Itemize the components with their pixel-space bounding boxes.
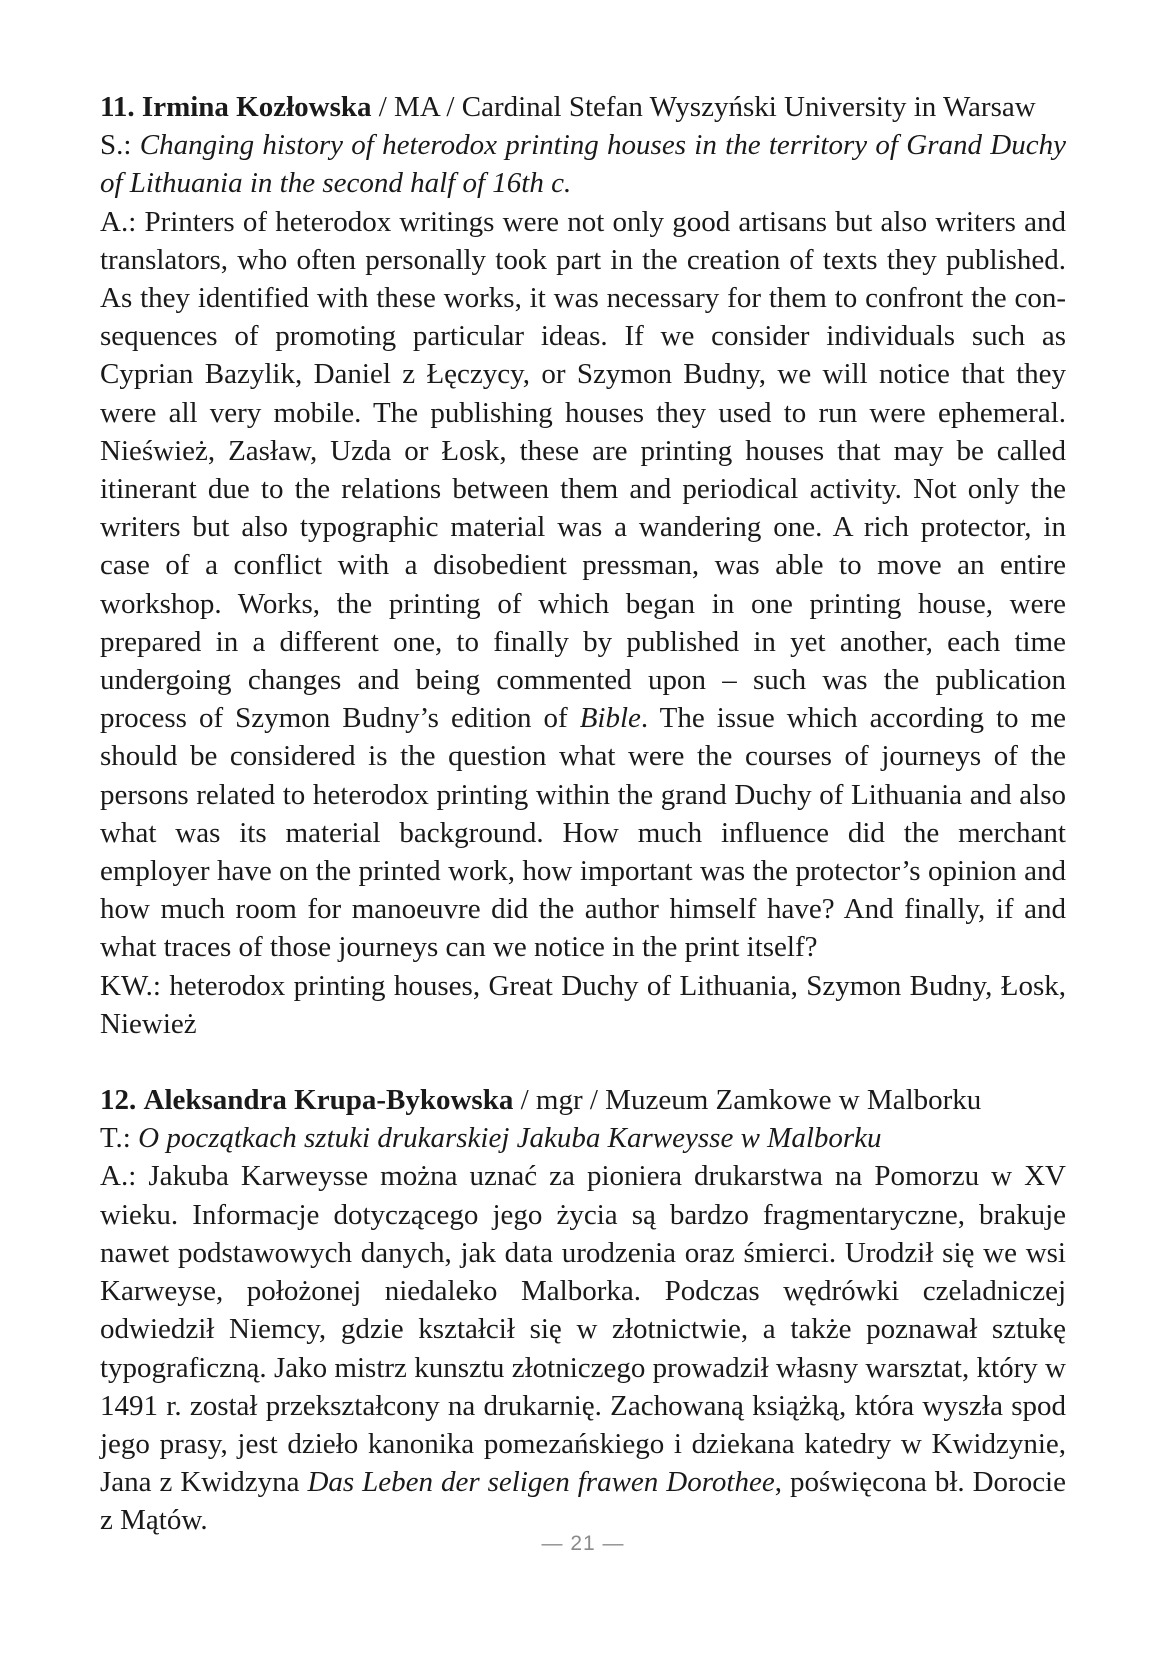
author-affiliation: / mgr / Muzeum Zamkowe w Malborku bbox=[513, 1084, 982, 1117]
author-name: Aleksandra Krupa-Bykowska bbox=[143, 1084, 514, 1117]
subject-line bbox=[100, 126, 1066, 202]
author-affiliation: / MA / Cardinal Stefan Wyszyński University in Warsaw bbox=[371, 91, 1036, 123]
abstract-text-continued: , poświęcona bł. Dorocie z Mątów. bbox=[100, 1466, 1066, 1537]
abstract-paragraph bbox=[100, 1157, 1066, 1539]
abstract-italic-title: Das Leben der seligen frawen Dorothee bbox=[307, 1466, 775, 1499]
page-number: — 21 — bbox=[541, 1532, 625, 1555]
document-page bbox=[100, 88, 1066, 1540]
subject-title: O początkach sztuki drukarskiej Jakuba Karweysse w Malborku bbox=[138, 1122, 882, 1155]
abstract-label: A.: bbox=[100, 1160, 149, 1193]
entry-heading bbox=[100, 88, 1066, 126]
abstract-text: Printers of heterodox writings were not only good artisans but also writers and translators, who often personally took part in the creation of texts they published. As they identified with these works, it was necessary for them to confront the consequences of promoting particular ideas. If we consider individuals such as Cyprian Bazylik, Daniel z Łęczycy, or Szymon Budny, we will notice that they were all very mobile. The publishing houses they used to run were ephemeral. Nieśwież, Zasław, Uzda or Łosk, these are printing houses that may be called itinerant due to the relations between them and periodical activity. Not only the writers but also typographic material was a wandering one. A rich protector, in case of a conflict with a disobedient pressman, was able to move an entire workshop. Works, the printing of which began in one printing house, were prepared in a different one, to finally by published in yet another, each time undergoing changes and being commented upon – such was the publication process of Szymon Budny’s edition of bbox=[100, 205, 1066, 735]
entry-number: 11. bbox=[100, 91, 135, 123]
abstract-paragraph bbox=[100, 203, 1066, 967]
subject-label: S.: bbox=[100, 129, 140, 162]
subject-title: Changing history of heterodox printing houses in the territory of Grand Duchy of Lithuania in the second half of 16th c. bbox=[100, 129, 1066, 200]
entry-heading bbox=[100, 1081, 1066, 1119]
author-name: Irmina Kozłowska bbox=[141, 91, 372, 123]
abstract-label: A.: bbox=[100, 205, 145, 238]
abstract-text: Jakuba Karweysse można uznać za pioniera drukarstwa na Pomorzu w XV wieku. Informacje dotyczącego jego życia są bardzo fragmentaryczne, brakuje nawet podstawowych danych, jak data urodzenia oraz śmierci. Urodził się we wsi Karweyse, położonej niedaleko Malborka. Podczas wędrówki czeladniczej odwiedził Niemcy, gdzie kształcił się w złotnictwie, a także poznawał sztukę typograficzną. Jako mistrz kunsztu złotniczego prowadził własny warsztat, który w 1491 r. został przekształcony na drukarnię. Zachowaną książką, która wyszła spod jego prasy, jest dzieło kanonika pomezańskiego i dziekana katedry w Kwidzynie, Jana z Kwidzyna bbox=[100, 1160, 1066, 1499]
abstract-entry-11 bbox=[100, 88, 1066, 1043]
subject-line bbox=[100, 1119, 1066, 1157]
keywords-line: KW.: heterodox printing houses, Great Duchy of Lithuania, Szymon Budny, Łosk, Niewież bbox=[100, 969, 1066, 1040]
entry-number: 12. bbox=[100, 1084, 137, 1117]
abstract-italic-title: Bible bbox=[579, 702, 641, 735]
abstract-text-continued: . The issue which according to me should be considered is the question what were the courses of journeys of the persons related to heterodox printing within the grand Duchy of Lithuania and also what was its material background. How much influence did the merchant employer have on the printed work, how important was the protector’s opinion and how much room for manoeuvre did the author himself have? And finally, if and what traces of those journeys can we notice in the print itself? bbox=[100, 702, 1066, 964]
abstract-entry-12 bbox=[100, 1081, 1066, 1539]
subject-label: T.: bbox=[100, 1122, 139, 1155]
